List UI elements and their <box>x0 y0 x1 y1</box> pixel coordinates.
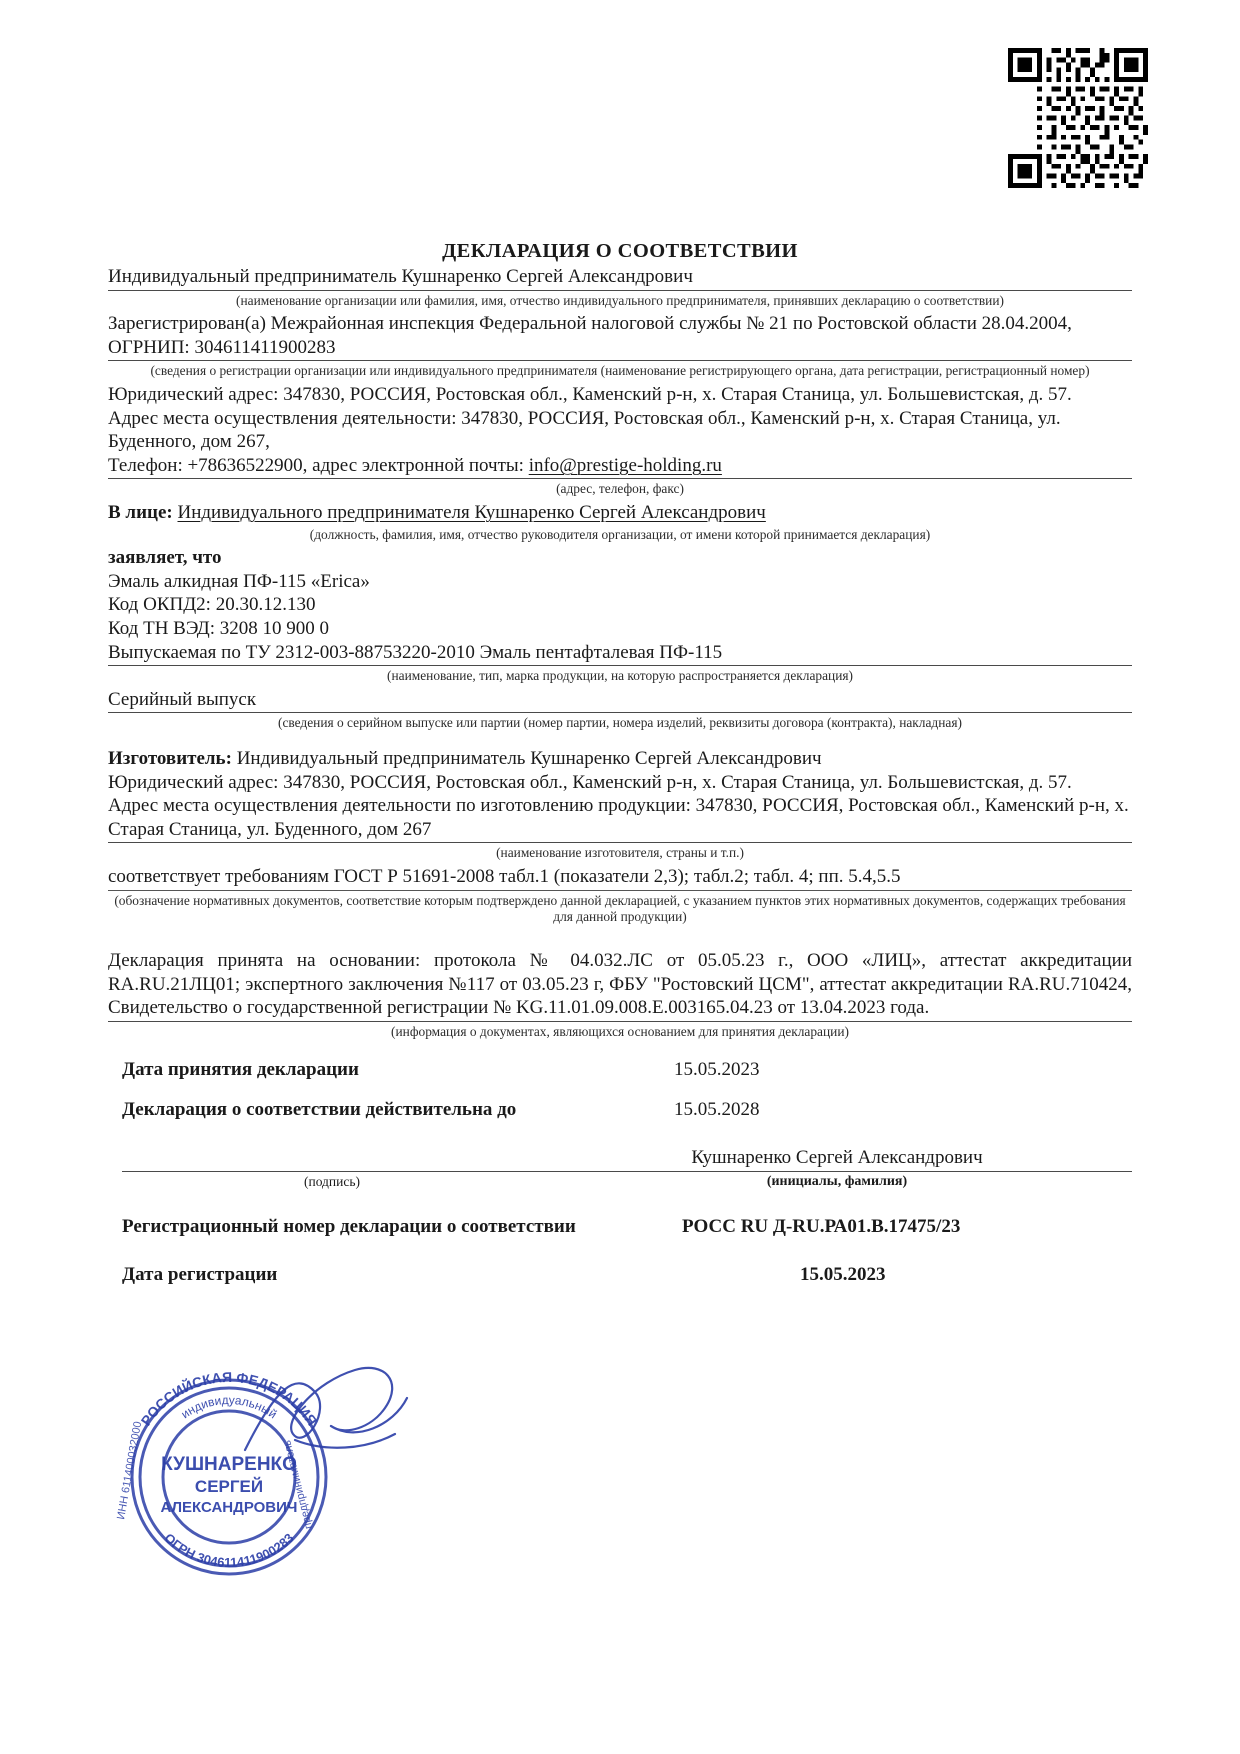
document-body <box>108 240 1132 1286</box>
signer-block <box>542 1147 1132 1190</box>
represented-caption: (должность, фамилия, имя, отчество руководителя организации, от имени которой принимается декларация) <box>309 526 931 542</box>
spacer <box>108 735 1132 747</box>
svg-text:предприниматель: предприниматель <box>281 1438 315 1531</box>
page-title: ДЕКЛАРАЦИЯ О СООТВЕТСТВИИ <box>442 240 798 262</box>
product-caption: (наименование, тип, марка продукции, на которую распространяется декларация) <box>387 668 853 684</box>
contacts-caption: (адрес, телефон, факс) <box>556 481 684 497</box>
serial-release: Серийный выпуск <box>108 688 257 710</box>
product-name: Эмаль алкидная ПФ-115 «Erica» <box>108 570 370 592</box>
handwritten-signature <box>235 1330 535 1500</box>
manufacturer-activity-address: Адрес места осуществления деятельности по изготовлению продукции: 347830, РОССИЯ, Ростовская обл., Каменский р-н, х. Старая Станица, ул. Буденного, дом 267 <box>108 795 1129 840</box>
product-tu: Выпускаемая по ТУ 2312-003-88753220-2010 Эмаль пентафталевая ПФ-115 <box>108 641 723 663</box>
acceptance-date-value: 15.05.2023 <box>674 1058 760 1080</box>
serial-caption: (сведения о серийном выпуске или партии (номер партии, номера изделий, реквизиты договора (контракта), накладная) <box>278 715 962 731</box>
basis-caption: (информация о документах, являющихся основанием для принятия декларации) <box>391 1023 849 1039</box>
qr-code-icon <box>1008 48 1148 188</box>
contacts <box>108 454 1132 478</box>
divider <box>108 478 1132 479</box>
reg-date-label: Дата регистрации <box>122 1263 278 1285</box>
activity-address: Адрес места осуществления деятельности: 347830, РОССИЯ, Ростовская обл., Каменский р-н, х. Старая Станица, ул. Буденного, дом 267, <box>108 407 1061 453</box>
divider <box>108 665 1132 666</box>
svg-text:АЛЕКСАНДРОВИЧ: АЛЕКСАНДРОВИЧ <box>160 1499 298 1516</box>
valid-until-row <box>108 1099 1132 1121</box>
basis-statement: Декларация принята на основании: протокола № 04.032.ЛС от 05.05.23 г., ООО «ЛИЦ», аттестат аккредитации RA.RU.21ЛЦ01; экспертного заключения №117 от 03.05.23 г, ФБУ "Ростовский ЦСМ", аттестат аккредитации RA.RU.710424, Свидетельство о государственной регистрации № KG.11.01.09.008.Е.003165.04.23 от 13.04.2023 года. <box>108 950 1132 1019</box>
divider <box>108 1021 1132 1022</box>
manufacturer-label: Изготовитель: <box>108 748 232 770</box>
reg-number-value: РОСС RU Д-RU.РА01.В.17475/23 <box>682 1215 961 1237</box>
official-stamp-icon <box>104 1352 354 1602</box>
declarant-caption: (наименование организации или фамилия, имя, отчество индивидуального предпринимателя, принявших декларацию о соответствии) <box>236 292 1004 308</box>
registration-info: Зарегистрирован(а) Межрайонная инспекция Федеральной налоговой службы № 21 по Ростовской области 28.04.2004, ОГРНИП: 304611411900283 <box>108 313 1072 358</box>
product-tnved: Код ТН ВЭД: 3208 10 900 0 <box>108 618 330 640</box>
conformity-statement: соответствует требованиям ГОСТ Р 51691-2008 табл.1 (показатели 2,3); табл.2; табл. 4; пп. 5.4,5.5 <box>108 865 1132 891</box>
reg-date-value: 15.05.2023 <box>800 1263 886 1285</box>
divider <box>108 712 1132 713</box>
manufacturer-caption: (наименование изготовителя, страны и т.п.) <box>496 845 744 861</box>
svg-text:ИНН 611400032000: ИНН 611400032000 <box>115 1420 145 1521</box>
spacer <box>108 929 1132 949</box>
signature-block <box>108 1147 542 1190</box>
represented-label: В лице: <box>108 502 173 524</box>
valid-until-value: 15.05.2028 <box>674 1098 760 1120</box>
declares-label: заявляет, что <box>108 547 222 569</box>
declarant-name: Индивидуальный предприниматель Кушнаренко Сергей Александрович <box>108 266 693 287</box>
contacts-email: info@prestige-holding.ru <box>528 454 722 476</box>
svg-text:РОССИЙСКАЯ ФЕДЕРАЦИЯ: РОССИЙСКАЯ ФЕДЕРАЦИЯ <box>137 1368 321 1429</box>
represented-value: Индивидуального предпринимателя Кушнаренко Сергей Александрович <box>177 502 766 524</box>
signature-row <box>108 1147 1132 1190</box>
divider <box>108 360 1132 361</box>
represented-row <box>108 501 1132 525</box>
conformity-caption: (обозначение нормативных документов, соответствие которым подтверждено данной декларацией, с указанием пунктов этих нормативных документов, содержащих требования для данной продукции) <box>114 892 1126 925</box>
registration-number-row <box>108 1216 1132 1238</box>
acceptance-date-label: Дата принятия декларации <box>122 1058 359 1080</box>
divider <box>108 290 1132 291</box>
manufacturer-value: Индивидуальный предприниматель Кушнаренко Сергей Александрович <box>236 748 822 770</box>
divider <box>108 842 1132 843</box>
svg-text:КУШНАРЕНКО: КУШНАРЕНКО <box>161 1454 297 1475</box>
legal-address: Юридический адрес: 347830, РОССИЯ, Ростовская обл., Каменский р-н, х. Старая Станица, ул. Большевистская, д. 57. <box>108 384 1072 406</box>
svg-text:индивидуальный: индивидуальный <box>178 1392 280 1422</box>
acceptance-date-row <box>108 1059 1132 1081</box>
svg-text:ОГРН 304611411900283: ОГРН 304611411900283 <box>161 1530 297 1571</box>
signer-name: Кушнаренко Сергей Александрович <box>691 1146 983 1168</box>
signer-caption: (инициалы, фамилия) <box>542 1171 1132 1190</box>
product-okpd2: Код ОКПД2: 20.30.12.130 <box>108 594 316 616</box>
reg-number-label: Регистрационный номер декларации о соответствии <box>122 1215 576 1237</box>
signature-caption: (подпись) <box>122 1171 542 1190</box>
registration-date-row <box>108 1264 1132 1286</box>
contacts-phone: Телефон: +78636522900, адрес электронной почты: <box>108 454 529 476</box>
manufacturer-row <box>108 747 1132 771</box>
valid-until-label: Декларация о соответствии действительна до <box>122 1098 517 1120</box>
manufacturer-legal-address: Юридический адрес: 347830, РОССИЯ, Ростовская обл., Каменский р-н, х. Старая Станица, ул. Большевистская, д. 57. <box>108 771 1072 793</box>
registration-caption: (сведения о регистрации организации или индивидуального предпринимателя (наименование регистрирующего органа, дата регистрации, регистрационный номер) <box>150 363 1090 379</box>
svg-text:СЕРГЕЙ: СЕРГЕЙ <box>194 1477 264 1496</box>
